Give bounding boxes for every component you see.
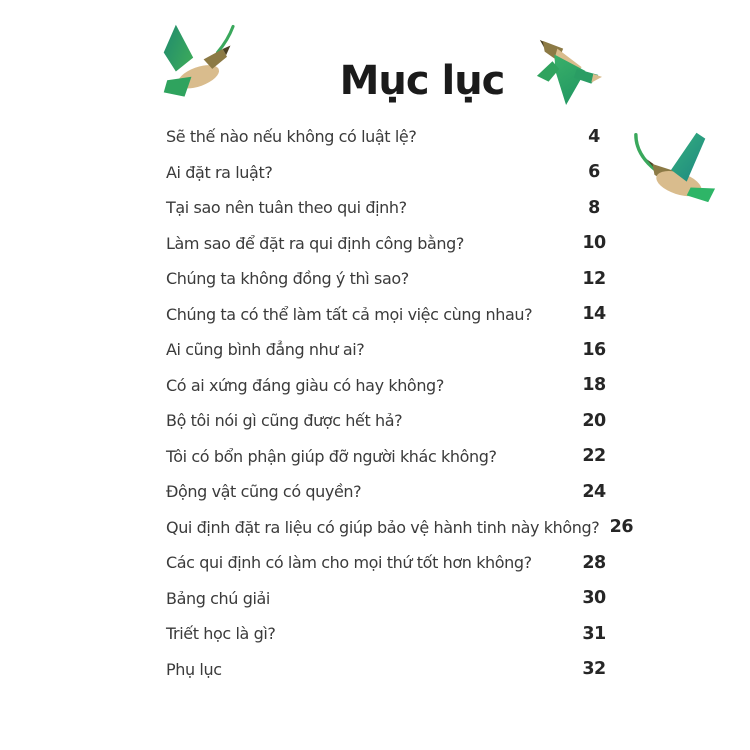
toc-entry-title: Chúng ta có thể làm tất cả mọi việc cùng nhau?: [166, 304, 533, 324]
toc-entry-page: 6: [588, 162, 600, 183]
toc-entry-title: Làm sao để đặt ra qui định công bằng?: [166, 233, 464, 253]
toc-entry-title: Có ai xứng đáng giàu có hay không?: [166, 375, 444, 395]
toc-entry: [166, 119, 616, 155]
toc-entry: [166, 261, 616, 297]
toc-entry: [166, 545, 616, 581]
toc-entry-title: Ai đặt ra luật?: [166, 162, 273, 182]
bird-flying-left-icon: [630, 125, 718, 207]
toc-entry-title: Sẽ thế nào nếu không có luật lệ?: [166, 127, 417, 147]
toc-entry-page: 28: [582, 552, 606, 573]
toc-entry-title: Bảng chú giải: [166, 588, 270, 608]
toc-entry-title: Triết học là gì?: [166, 624, 276, 644]
toc-entry-page: 26: [609, 517, 634, 538]
toc-entry: [166, 297, 616, 333]
toc-entry-page: 14: [582, 304, 606, 325]
toc-entry: [166, 474, 616, 510]
toc-entry-page: 24: [582, 481, 606, 502]
toc-entry-title: Ai cũng bình đẳng như ai?: [166, 340, 365, 360]
toc-entry-page: 32: [582, 659, 606, 680]
toc-entry-title: Tại sao nên tuân theo qui định?: [166, 198, 407, 218]
toc-list: [166, 119, 634, 687]
toc-entry: [166, 510, 634, 546]
toc-entry: [166, 616, 616, 652]
toc-entry-page: 20: [582, 410, 606, 431]
toc-entry-page: 30: [582, 588, 606, 609]
toc-entry: [166, 226, 616, 262]
toc-entry: [166, 439, 616, 475]
toc-entry-title: Chúng ta không đồng ý thì sao?: [166, 269, 409, 289]
toc-entry-title: Động vật cũng có quyền?: [166, 482, 362, 502]
toc-entry-page: 10: [582, 233, 606, 254]
toc-entry: [166, 155, 616, 191]
toc-entry-title: Bộ tôi nói gì cũng được hết hả?: [166, 411, 403, 431]
toc-entry: [166, 581, 616, 617]
toc-entry-page: 31: [582, 623, 606, 644]
toc-entry: [166, 652, 616, 688]
toc-entry-page: 18: [582, 375, 606, 396]
toc-entry-page: 4: [588, 126, 600, 147]
toc-entry-title: Các qui định có làm cho mọi thứ tốt hơn không?: [166, 553, 532, 573]
toc-entry-title: Tôi có bổn phận giúp đỡ người khác không?: [166, 446, 497, 466]
page-title: Mục lục: [339, 58, 505, 104]
toc-entry-page: 12: [582, 268, 606, 289]
toc-entry-title: Qui định đặt ra liệu có giúp bảo vệ hành tinh này không?: [166, 517, 600, 537]
toc-entry: [166, 368, 616, 404]
toc-entry-title: Phụ lục: [166, 659, 222, 679]
toc-entry-page: 16: [582, 339, 606, 360]
toc-entry-page: 8: [588, 197, 600, 218]
toc-entry: [166, 190, 616, 226]
toc-entry: [166, 403, 616, 439]
toc-entry-page: 22: [582, 446, 606, 467]
toc-entry: [166, 332, 616, 368]
